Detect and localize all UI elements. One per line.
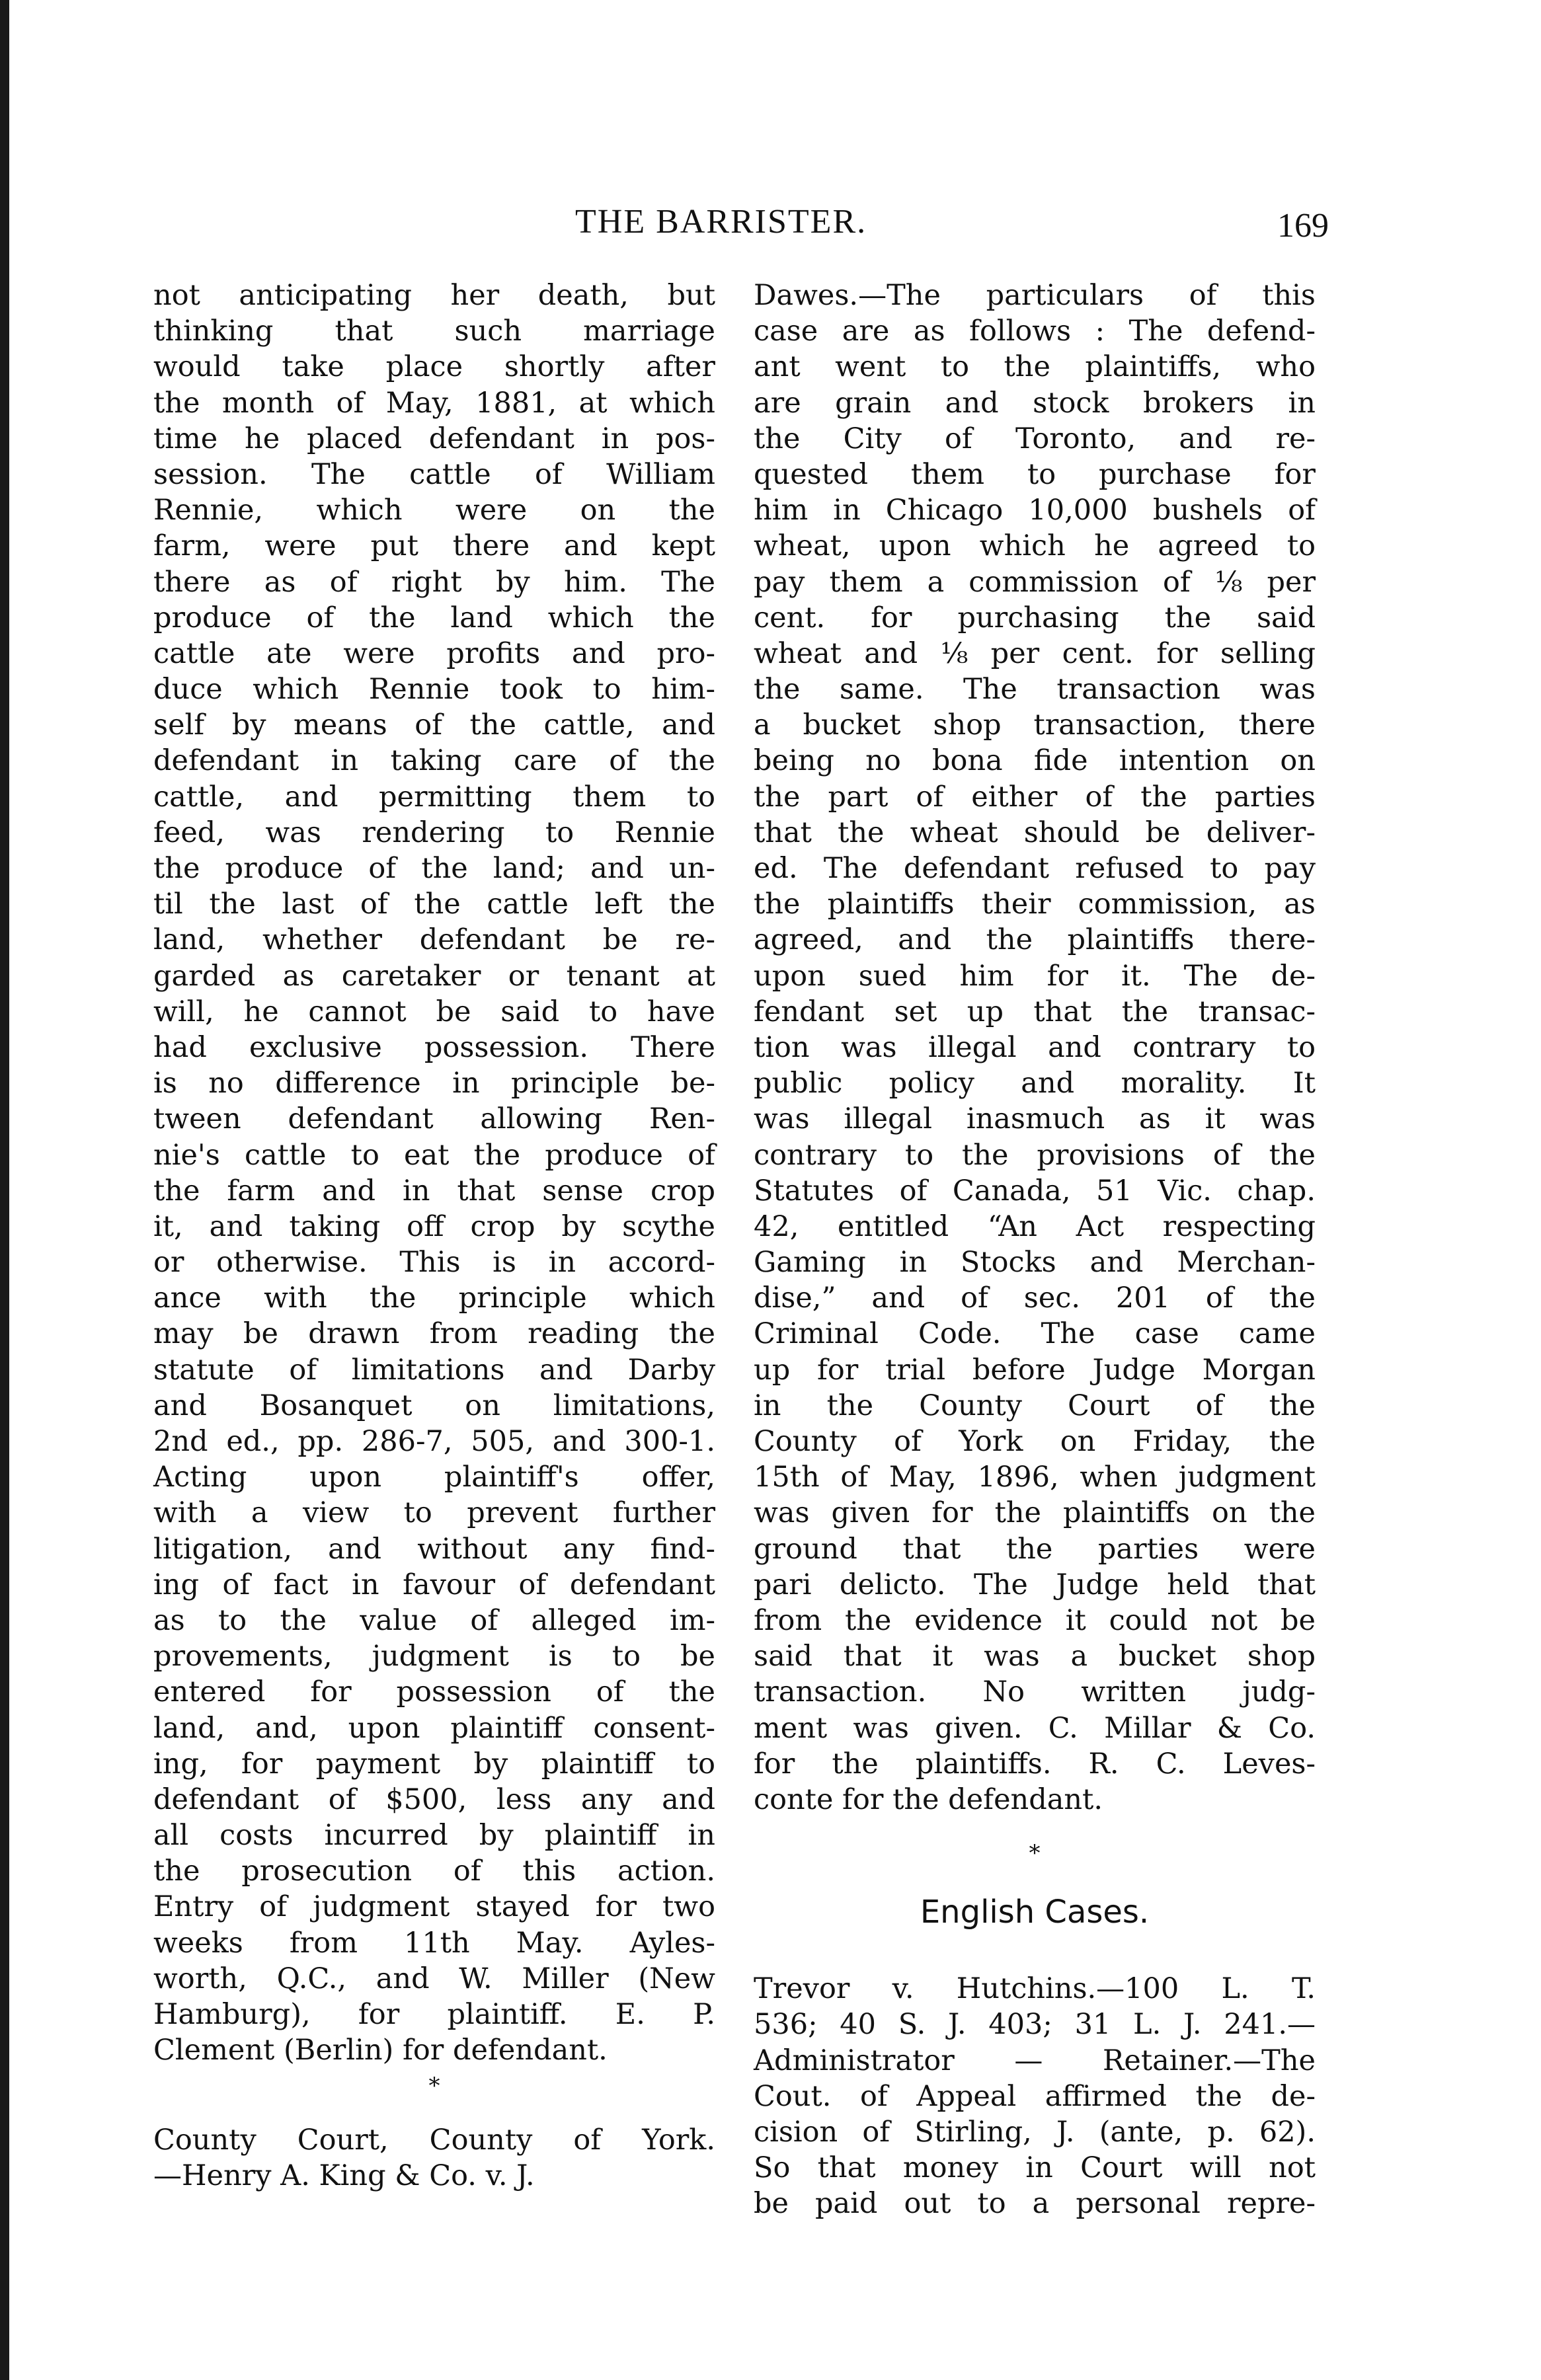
text-line: pay them a commission of ⅛ per [754,565,1316,599]
text-line: wheat and ⅛ per cent. for selling [754,636,1316,670]
left-spacer [153,2104,715,2122]
text-line: produce of the land which the [153,601,715,634]
text-line: had exclusive possession. There [153,1030,715,1064]
text-line: tion was illegal and contrary to [754,1030,1316,1064]
text-line: ed. The defendant refused to pay [754,852,1316,885]
text-line: Dawes.—The particulars of this [754,279,1316,312]
text-line: was illegal inasmuch as it was [754,1102,1316,1136]
text-line: County Court, County of York. [153,2123,715,2157]
running-title: THE BARRISTER. [575,203,867,241]
text-line: conte for the defendant. [754,1783,1103,1816]
text-line: dise,” and of sec. 201 of the [754,1282,1316,1315]
text-line: weeks from 11th May. Ayles- [153,1926,715,1960]
text-line: for the plaintiffs. R. C. Leves- [754,1747,1316,1781]
text-line: it, and taking off crop by scythe [153,1209,715,1243]
text-line: the farm and in that sense crop [153,1174,715,1208]
text-line: —Henry A. King & Co. v. J. [153,2159,535,2192]
text-line: that the wheat should be deliver- [754,816,1316,849]
text-line: Trevor v. Hutchins.—100 L. T. [754,1972,1316,2006]
text-line: Hamburg), for plaintiff. E. P. [153,1998,715,2031]
text-line: provements, judgment is to be [153,1640,715,1673]
text-line: all costs incurred by plaintiff in [153,1819,715,1853]
left-paragraph-2 [153,2122,715,2194]
text-line: the same. The transaction was [754,673,1316,707]
text-line: entered for possession of the [153,1675,715,1709]
text-line: 2nd ed., pp. 286-7, 505, and 300-1. [153,1425,715,1458]
text-line: worth, Q.C., and W. Miller (New [153,1962,715,1995]
text-line: land, and, upon plaintiff consent- [153,1711,715,1745]
text-line: self by means of the cattle, and [153,709,715,742]
text-line: ant went to the plaintiffs, who [754,350,1316,384]
text-line: in the County Court of the [754,1389,1316,1422]
text-line: thinking that such marriage [153,315,715,348]
text-line: quested them to purchase for [754,457,1316,491]
text-line: would take place shortly after [153,350,715,384]
right-spacer-1 [754,1818,1316,1835]
text-line: with a view to prevent further [153,1496,715,1530]
text-line: Statutes of Canada, 51 Vic. chap. [754,1174,1316,1208]
text-line: Entry of judgment stayed for two [153,1890,715,1924]
text-line: case are as follows : The defend- [754,315,1316,348]
right-column [754,278,1316,2222]
text-line: defendant of $500, less any and [153,1783,715,1816]
text-line: ing of fact in favour of defendant [153,1568,715,1601]
text-line: litigation, and without any find- [153,1532,715,1566]
text-line: 15th of May, 1896, when judgment [754,1461,1316,1494]
text-line: So that money in Court will not [754,2151,1316,2185]
text-line: from the evidence it could not be [754,1603,1316,1637]
text-line: duce which Rennie took to him- [153,673,715,707]
text-line: and Bosanquet on limitations, [153,1389,715,1422]
right-spacer-2 [754,1871,1316,1889]
text-line: tween defendant allowing Ren- [153,1102,715,1136]
text-line: time he placed defendant in pos- [153,422,715,455]
section-heading: English Cases. [920,1894,1150,1931]
text-line: Acting upon plaintiff's offer, [153,1461,715,1494]
text-line: wheat, upon which he agreed to [754,529,1316,563]
text-line: farm, were put there and kept [153,529,715,563]
text-line: feed, was rendering to Rennie [153,816,715,849]
text-line: ground that the parties were [754,1532,1316,1566]
text-line: is no difference in principle be- [153,1067,715,1100]
text-line: said that it was a bucket shop [754,1640,1316,1673]
text-line: may be drawn from reading the [153,1317,715,1351]
text-line: Clement (Berlin) for defendant. [153,2034,608,2067]
text-line: there as of right by him. The [153,565,715,599]
text-line: cattle, and permitting them to [153,780,715,814]
text-line: fendant set up that the transac- [754,995,1316,1028]
text-line: 536; 40 S. J. 403; 31 L. J. 241.— [754,2008,1316,2042]
text-line: the month of May, 1881, at which [153,386,715,420]
text-line: cent. for purchasing the said [754,601,1316,634]
text-line: til the last of the cattle left the [153,888,715,921]
text-line: public policy and morality. It [754,1067,1316,1100]
text-line: nie's cattle to eat the produce of [153,1138,715,1172]
text-line: ance with the principle which [153,1282,715,1315]
text-line: agreed, and the plaintiffs there- [754,923,1316,957]
text-line: being no bona fide intention on [754,744,1316,778]
text-line: or otherwise. This is in accord- [153,1246,715,1280]
text-line: garded as caretaker or tenant at [153,959,715,993]
text-line: up for trial before Judge Morgan [754,1353,1316,1387]
text-line: ment was given. C. Millar & Co. [754,1711,1316,1745]
text-line: cision of Stirling, J. (ante, p. 62). [754,2116,1316,2149]
text-line: Rennie, which were on the [153,494,715,527]
running-head [152,202,1329,245]
right-spacer-3 [754,1935,1316,1971]
text-line: defendant in taking care of the [153,744,715,778]
text-line: the plaintiffs their commission, as [754,888,1316,921]
text-line: County of York on Friday, the [754,1425,1316,1458]
text-line: contrary to the provisions of the [754,1138,1316,1172]
text-line: the produce of the land; and un- [153,852,715,885]
text-line: pari delicto. The Judge held that [754,1568,1316,1601]
page-binding-edge [0,0,9,2380]
text-line: session. The cattle of William [153,457,715,491]
right-ornament: * [1029,1840,1041,1867]
text-line: not anticipating her death, but [153,279,715,312]
left-ornament: * [428,2073,440,2100]
left-column [153,278,715,2194]
text-line: statute of limitations and Darby [153,1353,715,1387]
text-line: the City of Toronto, and re- [754,422,1316,455]
page-number: 169 [1277,207,1329,245]
text-line: will, he cannot be said to have [153,995,715,1028]
text-line: cattle ate were profits and pro- [153,636,715,670]
text-line: a bucket shop transaction, there [754,709,1316,742]
text-line: upon sued him for it. The de- [754,959,1316,993]
text-line: was given for the plaintiffs on the [754,1496,1316,1530]
text-line: as to the value of alleged im- [153,1603,715,1637]
text-line: ing, for payment by plaintiff to [153,1747,715,1781]
text-line: the prosecution of this action. [153,1855,715,1888]
text-line: land, whether defendant be re- [153,923,715,957]
text-line: Administrator — Retainer.—The [754,2044,1316,2077]
text-line: are grain and stock brokers in [754,386,1316,420]
text-line: transaction. No written judg- [754,1675,1316,1709]
left-paragraph-1 [153,278,715,2068]
right-paragraph-1 [754,278,1316,1818]
text-line: the part of either of the parties [754,780,1316,814]
text-line: Criminal Code. The case came [754,1317,1316,1351]
text-line: 42, entitled “An Act respecting [754,1209,1316,1243]
text-line: him in Chicago 10,000 bushels of [754,494,1316,527]
text-line: Gaming in Stocks and Merchan- [754,1246,1316,1280]
text-line: be paid out to a personal repre- [754,2187,1316,2221]
right-paragraph-2 [754,1971,1316,2221]
text-line: Cout. of Appeal affirmed the de- [754,2079,1316,2113]
